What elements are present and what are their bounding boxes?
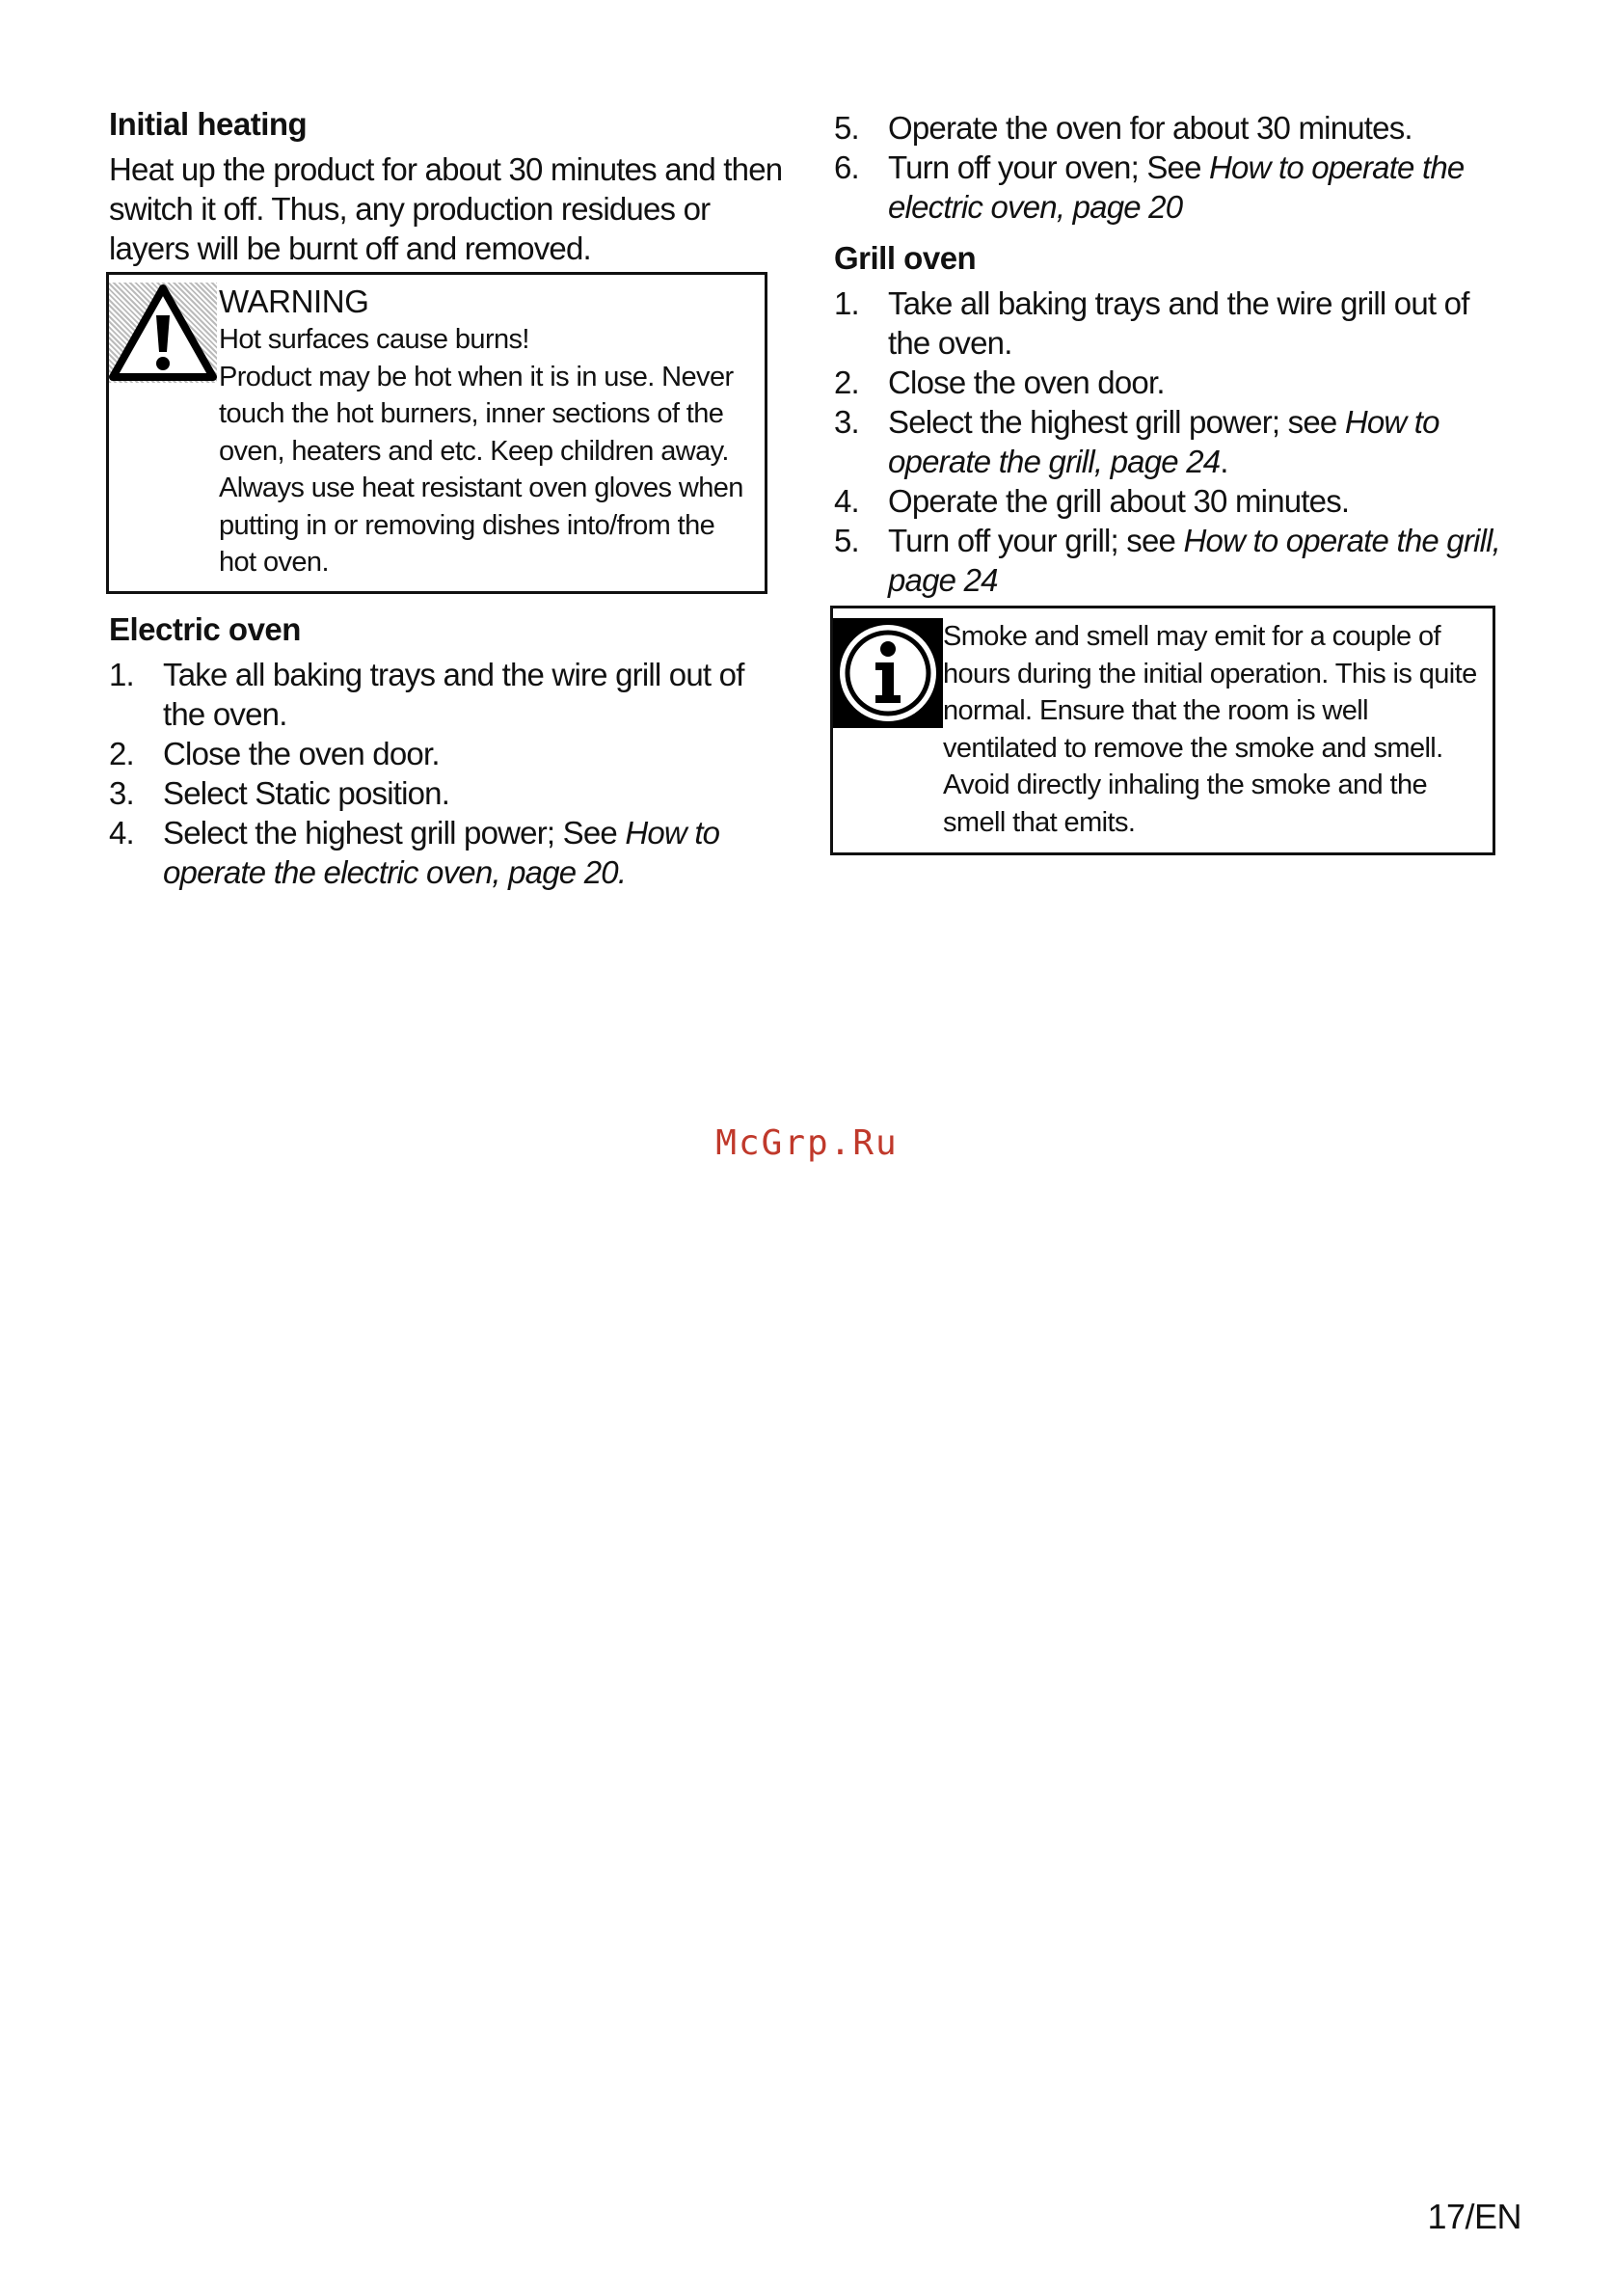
info-box bbox=[830, 606, 1495, 855]
right-column bbox=[834, 108, 1509, 855]
electric-oven-steps bbox=[109, 655, 784, 892]
list-item: 2. Close the oven door. bbox=[109, 736, 440, 771]
electric-oven-heading: Electric oven bbox=[109, 610, 301, 647]
warning-line-2: Product may be hot when it is in use. Never touch the hot burners, inner sections of the oven, heaters and etc. Keep children away. Always use heat resistant oven gloves when putting in or removing dishes into/from the hot oven. bbox=[219, 361, 743, 579]
page-number: 17/EN bbox=[1427, 2197, 1521, 2236]
list-item: 3. Select Static position. bbox=[109, 775, 450, 811]
page-reference: How to operate the grill, page 24 bbox=[888, 404, 1439, 480]
initial-heating-body: Heat up the product for about 30 minutes and then switch it off. Thus, any production residues or layers will be burnt off and removed. bbox=[109, 151, 783, 267]
info-icon bbox=[833, 618, 943, 728]
initial-heating-heading: Initial heating bbox=[109, 106, 308, 142]
warning-title: WARNING bbox=[219, 284, 369, 320]
list-item: 5. Turn off your grill; see How to operate the grill, page 24 bbox=[834, 523, 1500, 599]
grill-oven-heading: Grill oven bbox=[834, 240, 977, 276]
list-item: 1. Take all baking trays and the wire grill out of the oven. bbox=[834, 285, 1469, 362]
warning-triangle-icon bbox=[109, 283, 217, 383]
info-text: Smoke and smell may emit for a couple of hours during the initial operation. This is quite normal. Ensure that the room is well ventilated to remove the smoke and smell. Avoid directly inhaling the smoke and the smell that emits. bbox=[943, 621, 1477, 838]
list-item: 1. Take all baking trays and the wire grill out of the oven. bbox=[109, 657, 744, 732]
list-item: 2. Close the oven door. bbox=[834, 365, 1165, 401]
warning-line-1: Hot surfaces cause burns! bbox=[219, 324, 529, 356]
watermark: McGrp.Ru bbox=[715, 1123, 899, 1163]
page-reference: How to operate the electric oven, page 20 bbox=[888, 149, 1465, 225]
list-item: 4. Operate the grill about 30 minutes. bbox=[834, 483, 1350, 520]
page-reference: How to operate the grill, page 24 bbox=[888, 523, 1500, 599]
electric-oven-steps-continued bbox=[834, 108, 1509, 227]
page-reference: How to operate the electric oven, page 20. bbox=[163, 815, 720, 890]
list-item: 6. Turn off your oven; See How to operate the electric oven, page 20 bbox=[834, 149, 1465, 225]
list-item: 3. Select the highest grill power; see How to operate the grill, page 24. bbox=[834, 404, 1439, 480]
grill-oven-steps bbox=[834, 284, 1509, 600]
left-column bbox=[109, 104, 784, 892]
warning-box bbox=[106, 272, 767, 594]
list-item: 5. Operate the oven for about 30 minutes. bbox=[834, 110, 1412, 146]
list-item: 4. Select the highest grill power; See How to operate the electric oven, page 20. bbox=[109, 815, 720, 890]
